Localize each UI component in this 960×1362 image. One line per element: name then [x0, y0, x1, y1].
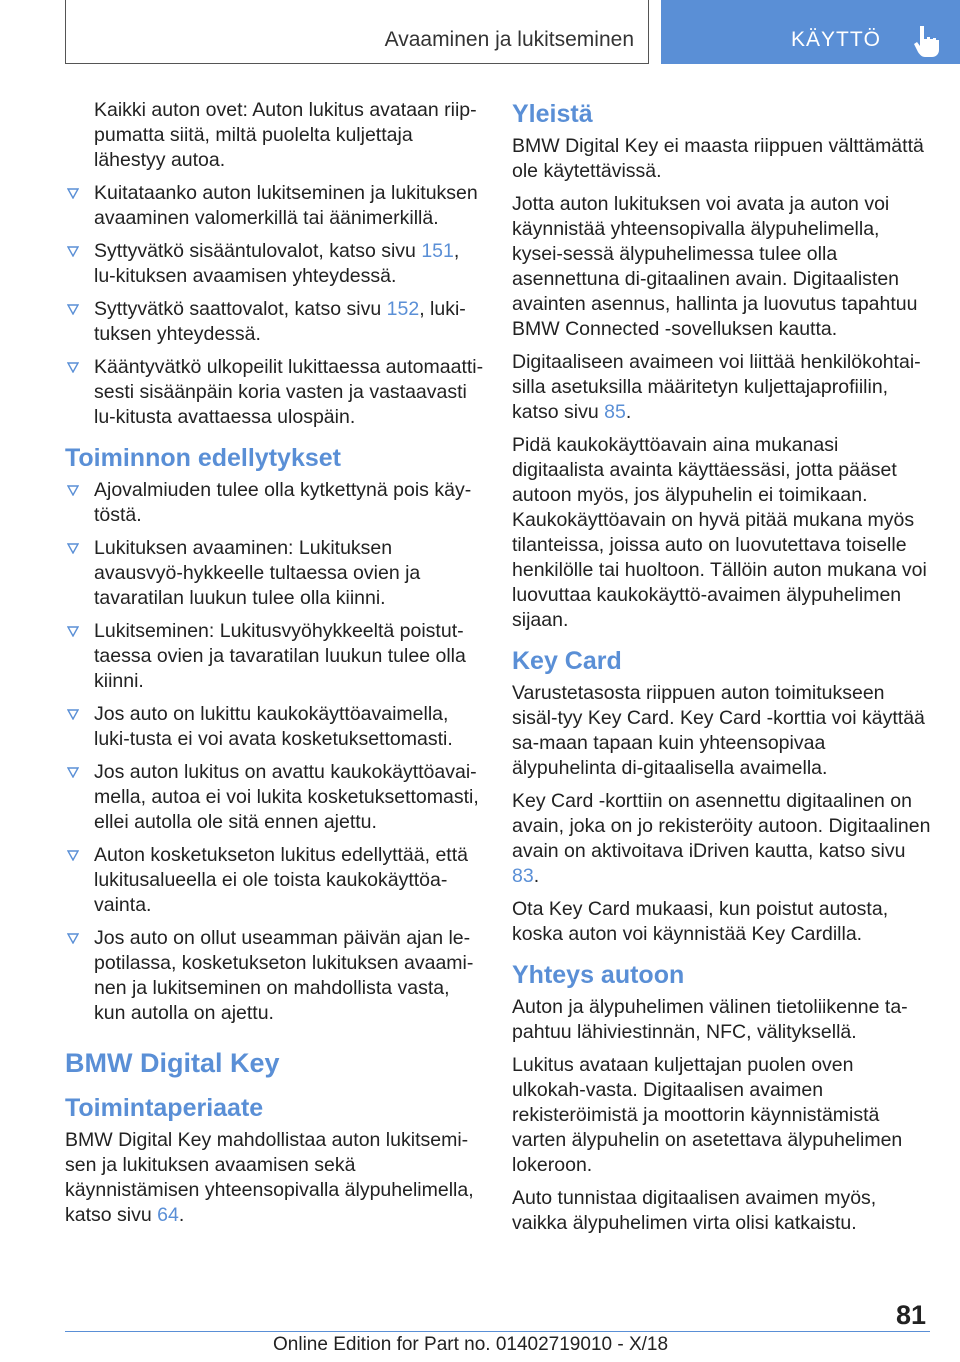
list-item: [65, 843, 485, 918]
list-item-text: Syttyvätkö sisääntulovalot, katso sivu: [94, 240, 422, 262]
list-item-text: Syttyvätkö saattovalot, katso sivu: [94, 298, 387, 320]
list-item: [65, 355, 485, 430]
heading-general: Yleistä: [512, 100, 593, 128]
list-item: [65, 297, 485, 347]
bullet-triangle-icon: [67, 767, 79, 778]
list-item: [65, 760, 485, 835]
page-link-151[interactable]: 151: [421, 240, 454, 262]
bullet-triangle-icon: [67, 485, 79, 496]
connection-paragraph-3: Auto tunnistaa digitaalisen avaimen myös, vaikka älypuhelimen virta olisi katkaistu.: [512, 1187, 877, 1234]
general-paragraph-1: BMW Digital Key ei maasta riippuen välttämättä ole käytettävissä.: [512, 135, 924, 182]
heading-connection: Yhteys autoon: [512, 961, 685, 989]
header-section-title: Avaaminen ja lukitseminen: [384, 28, 634, 51]
general-paragraph-4: Pidä kaukokäyttöavain aina mukanasi digitaalista avainta käyttäessäsi, jotta pääset autoon myös, jos älypuhelin ei toimikaan. Kaukokäyttöavain on hyvä pitää mukana myös tilanteissa, joissa auto on luovutettava toiselle henkilölle tai huoltoon. Tällöin auton mukana voi luovuttaa kaukokäyttö-avaimen älypuhelimen sijaan.: [512, 434, 927, 631]
bullet-triangle-icon: [67, 188, 79, 199]
bullet-triangle-icon: [67, 850, 79, 861]
list-item: [65, 619, 485, 694]
general-paragraph-3-text: Digitaaliseen avaimeen voi liittää henkilökohtai-silla asetuksilla määritetyn kuljettajaprofiilin, katso sivu: [512, 351, 921, 423]
list-item: [65, 702, 485, 752]
heading-requirements: Toiminnon edellytykset: [65, 444, 341, 472]
keycard-paragraph-2: [512, 789, 932, 889]
connection-paragraph-1: Auton ja älypuhelimen välinen tietoliikenne ta-pahtuu lähiviestinnän, NFC, välityksellä.: [512, 996, 908, 1043]
page-number: 81: [895, 1300, 926, 1330]
page-link-83[interactable]: 83: [512, 865, 534, 887]
bullet-triangle-icon: [67, 362, 79, 373]
bullet-triangle-icon: [67, 246, 79, 257]
list-item-text: , luki-tuksen yhteydessä.: [94, 298, 466, 345]
list-item-text: Jos auto on lukittu kaukokäyttöavaimella, luki-tusta ei voi avata kosketuksettomasti.: [94, 703, 453, 750]
page-link-85[interactable]: 85: [604, 401, 626, 423]
list-item-text: Jos auton lukitus on avattu kaukokäyttöavai-mella, autoa ei voi lukita kosketuksettomasti, ellei autolla ole sitä ennen ajettu.: [94, 761, 479, 833]
header-chapter-label: KÄYTTÖ: [791, 28, 882, 51]
bullet-triangle-icon: [67, 626, 79, 637]
list-item-text: Lukituksen avaaminen: Lukituksen avausvyö-hykkeelle tultaessa ovien ja tavaratilan luukun tulee olla kiinni.: [94, 537, 421, 609]
intro-paragraph: Kaikki auton ovet: Auton lukitus avataan riip-pumatta siitä, miltä puolelta kuljettaja lähestyy autoa.: [94, 99, 477, 171]
list-item: [65, 478, 485, 528]
heading-principle: Toimintaperiaate: [65, 1094, 264, 1122]
page-link-152[interactable]: 152: [386, 298, 420, 320]
header-chapter-tab: [661, 0, 960, 64]
heading-digital-key: BMW Digital Key: [65, 1048, 280, 1078]
bullet-triangle-icon: [67, 543, 79, 554]
list-item: [65, 536, 485, 611]
list-item-text: Lukitseminen: Lukitusvyöhykkeeltä poistut-taessa ovien ja tavaratilan luukun tulee olla kiinni.: [94, 620, 466, 692]
footer-edition: Online Edition for Part no. 01402719010 - X/18: [273, 1334, 669, 1355]
principle-text: BMW Digital Key mahdollistaa auton lukitsemi-sen ja lukituksen avaamisen sekä käynnistämisen yhteensopivalla älypuhelimella, katso sivu: [65, 1129, 474, 1226]
list-item-text: Kuitataanko auton lukitseminen ja lukituksen avaaminen valomerkillä tai äänimerkillä.: [94, 182, 478, 229]
general-paragraph-3: [512, 350, 932, 425]
pointing-hand-icon: [911, 24, 945, 58]
principle-paragraph: [65, 1128, 485, 1228]
header-section-box: [65, 0, 649, 64]
bullet-triangle-icon: [67, 933, 79, 944]
right-column: [512, 98, 932, 1244]
bullet-triangle-icon: [67, 709, 79, 720]
keycard-paragraph-2-text: Key Card -korttiin on asennettu digitaalinen on avain, joka on jo rekisteröity autoon. Digitaalinen avain on aktivoitava iDriven kautta, katso sivu: [512, 790, 931, 862]
keycard-paragraph-3: Ota Key Card mukaasi, kun poistut autosta, koska auton voi käynnistää Key Cardilla.: [512, 898, 889, 945]
left-column: [65, 98, 485, 1236]
list-item: [65, 926, 485, 1026]
list-item: [65, 239, 485, 289]
general-paragraph-2: Jotta auton lukituksen voi avata ja auton voi käynnistää yhteensopivalla älypuhelimella, kysei-sessä älypuhelimessa tulee olla asennettuna di-gitaalinen avain. Digitaalisten avainten asennus, hallinta ja luovutus tapahtuu BMW Connected -sovelluksen kautta.: [512, 193, 918, 340]
footer-divider: [65, 1331, 930, 1332]
heading-keycard: Key Card: [512, 647, 622, 675]
connection-paragraph-2: Lukitus avataan kuljettajan puolen oven ulkokah-vasta. Digitaalisen avaimen rekisteröimistä ja moottorin käynnistämistä varten älypuhelin on asetettava älypuhelimen lokeroon.: [512, 1054, 903, 1176]
list-item-text: , lu-kituksen avaamisen yhteydessä.: [94, 240, 460, 287]
keycard-paragraph-2-end: .: [533, 865, 540, 887]
keycard-paragraph-1: Varustetasosta riippuen auton toimitukseen sisäl-tyy Key Card. Key Card -korttia voi käyttää sa-maan tapaan kuin yhteensopivaa älypuhelinta di-gitaalisella avaimella.: [512, 682, 925, 779]
list-item: [65, 181, 485, 231]
principle-text-end: .: [178, 1204, 185, 1226]
list-item-text: Jos auto on ollut useamman päivän ajan le-potilassa, kosketukseton lukituksen avaami-nen ja lukitseminen on mahdollista vasta, kun autolla on ajettu.: [94, 927, 474, 1024]
list-item-text: Ajovalmiuden tulee olla kytkettynä pois käy-töstä.: [94, 479, 472, 526]
list-item-text: Kääntyvätkö ulkopeilit lukittaessa automaatti-sesti sisäänpäin koria vasten ja vastaavasti lu-kitusta avattaessa ulospäin.: [94, 356, 484, 428]
page-link-64[interactable]: 64: [157, 1204, 179, 1226]
list-item-text: Auton kosketukseton lukitus edellyttää, että lukitusalueella ei ole toista kaukokäyttöa-vainta.: [94, 844, 468, 916]
bullet-triangle-icon: [67, 304, 79, 315]
general-paragraph-3-end: .: [625, 401, 632, 423]
